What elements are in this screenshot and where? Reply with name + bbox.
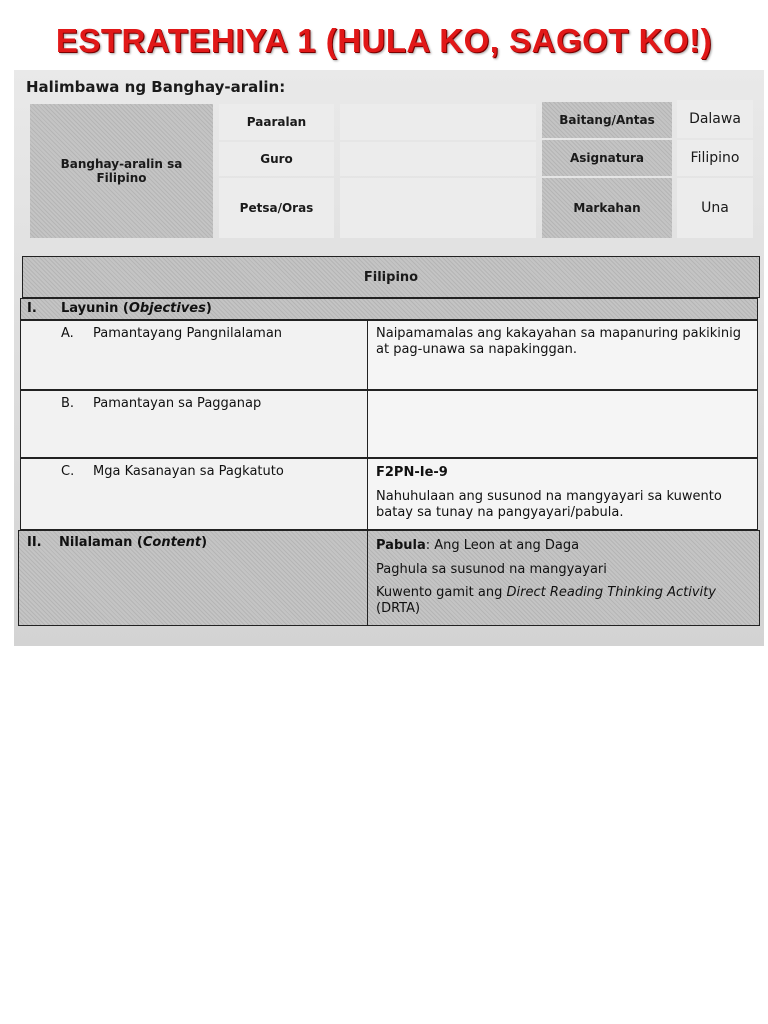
row-letter: B. (61, 396, 75, 411)
grade-level-value: Dalawa (677, 100, 753, 138)
content-line-3-english: Direct Reading Thinking Activity (506, 585, 716, 600)
lesson-plan-label: Banghay-aralin sa Filipino (30, 104, 213, 238)
row-a-label-cell (20, 320, 368, 390)
grade-level-label: Baitang/Antas (542, 102, 672, 138)
row-content: Nahuhulaan ang susunod na mangyayari sa kuwento batay sa tunay na pangyayari/pabula. (376, 489, 722, 520)
date-time-label: Petsa/Oras (219, 178, 334, 238)
row-content: Naipamamalas ang kakayahan sa mapanuring pakikinig at pag-unawa sa napakinggan. (376, 326, 742, 357)
row-b-content-cell (367, 390, 758, 458)
content-line-3 (376, 585, 751, 617)
quarter-value: Una (677, 178, 753, 238)
section-number: I. (27, 301, 37, 316)
section-content-cell (367, 530, 760, 626)
competency-code: F2PN-Ie-9 (376, 465, 448, 480)
row-label: Pamantayan sa Pagganap (93, 396, 262, 411)
row-c-label-cell (20, 458, 368, 530)
quarter-label: Markahan (542, 178, 672, 238)
date-time-value (340, 178, 536, 238)
row-b-label-cell (20, 390, 368, 458)
content-line-1 (376, 538, 751, 554)
table-heading: Filipino (22, 256, 760, 298)
subtitle: Halimbawa ng Banghay-aralin: (26, 78, 286, 96)
section-title-close: ) (205, 301, 212, 316)
school-label: Paaralan (219, 104, 334, 140)
content-line-3-text: Kuwento gamit ang (376, 585, 507, 600)
section-content-label-cell (18, 530, 368, 626)
content-line-1-bold: Pabula (376, 538, 426, 553)
section-title-english: Content (142, 535, 202, 550)
row-c-content-cell (367, 458, 758, 530)
school-value (340, 104, 536, 140)
subject-label: Asignatura (542, 140, 672, 176)
section-objectives (20, 298, 758, 320)
section-title-close: ) (201, 535, 208, 550)
content-line-2: Paghula sa susunod na mangyayari (376, 562, 607, 577)
subject-value: Filipino (677, 140, 753, 176)
section-title-text: Nilalaman ( (59, 535, 143, 550)
section-number: II. (27, 535, 42, 550)
teacher-label: Guro (219, 142, 334, 176)
teacher-value (340, 142, 536, 176)
section-title (61, 301, 212, 317)
row-letter: A. (61, 326, 74, 341)
section-title-text: Layunin ( (61, 301, 129, 316)
section-title-english: Objectives (128, 301, 206, 316)
row-a-content-cell (367, 320, 758, 390)
section-title (59, 535, 207, 551)
row-label: Mga Kasanayan sa Pagkatuto (93, 464, 284, 479)
page-title: ESTRATEHIYA 1 (HULA KO, SAGOT KO!) (55, 22, 713, 59)
content-line-3-close: (DRTA) (376, 601, 421, 616)
row-letter: C. (61, 464, 75, 479)
row-label: Pamantayang Pangnilalaman (93, 326, 283, 341)
content-line-1-text: : Ang Leon at ang Daga (425, 538, 580, 553)
